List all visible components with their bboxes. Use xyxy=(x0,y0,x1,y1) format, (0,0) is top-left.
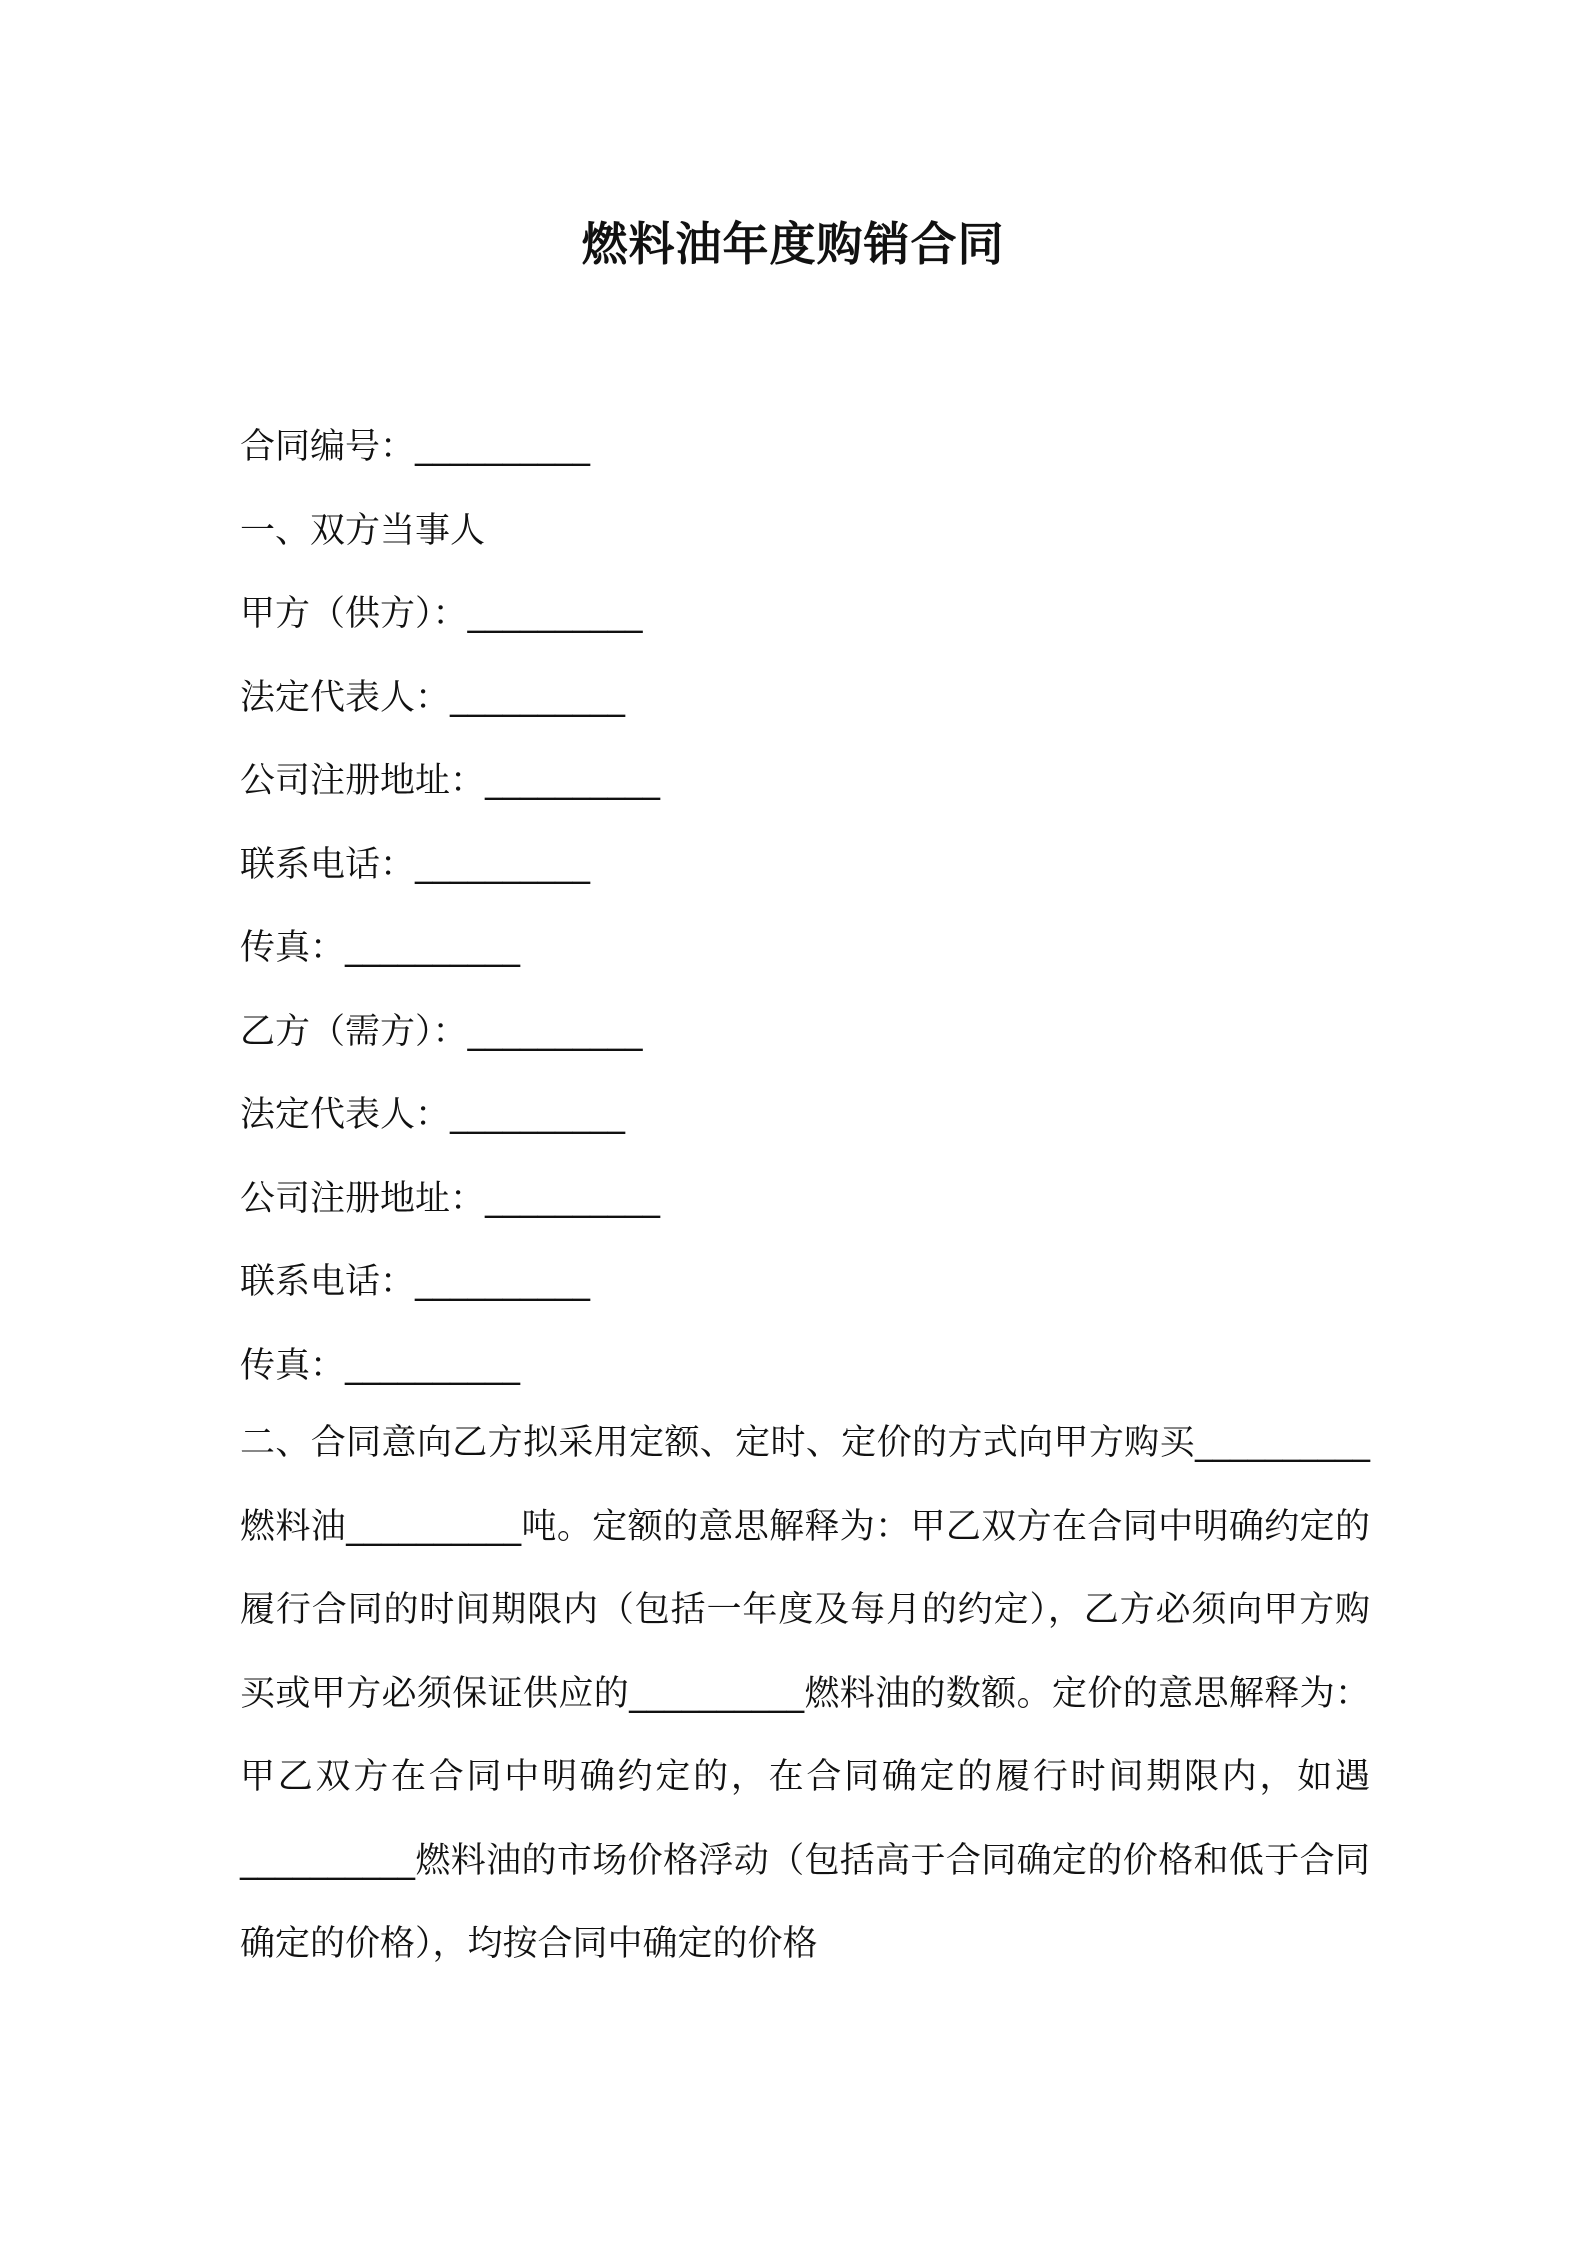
party-a-fax-line: 传真：__________ xyxy=(240,928,521,968)
section-heading-parties: 一、双方当事人 xyxy=(240,510,486,551)
contract-intent-paragraph xyxy=(240,1402,1370,1987)
party-b-address-line: 公司注册地址：__________ xyxy=(240,1178,661,1219)
party-a-address-line: 公司注册地址：__________ xyxy=(240,761,661,801)
contract-number-line: 合同编号：__________ xyxy=(240,427,591,467)
party-a-phone-line: 联系电话：__________ xyxy=(240,844,591,885)
contract-intent-text: 二、合同意向乙方拟采用定额、定时、定价的方式向甲方购买__________燃料油__________吨。定额的意思解释为：甲乙双方在合同中明确约定的履行合同的时间期限内（包括一年度及每月的约定），乙方必须向甲方购买或甲方必须保证供应的__________燃料油的数额。定价的意思解释为：甲乙双方在合同中明确约定的，在合同确定的履行时间期限内，如遇__________燃料油的市场价格浮动（包括高于合同确定的价格和低于合同确定的价格），均按合同中确定的价格 xyxy=(240,1423,1370,1964)
party-b-line: 乙方（需方）：__________ xyxy=(240,1011,643,1052)
party-a-line: 甲方（供方）：__________ xyxy=(240,594,643,634)
party-info-list xyxy=(240,406,1370,1408)
party-a-representative-line: 法定代表人：__________ xyxy=(240,677,626,718)
document-title: 燃料油年度购销合同 xyxy=(581,217,1005,271)
party-b-phone-line: 联系电话：__________ xyxy=(240,1262,591,1302)
party-b-fax-line: 传真：__________ xyxy=(240,1345,521,1386)
party-b-representative-line: 法定代表人：__________ xyxy=(240,1095,626,1135)
